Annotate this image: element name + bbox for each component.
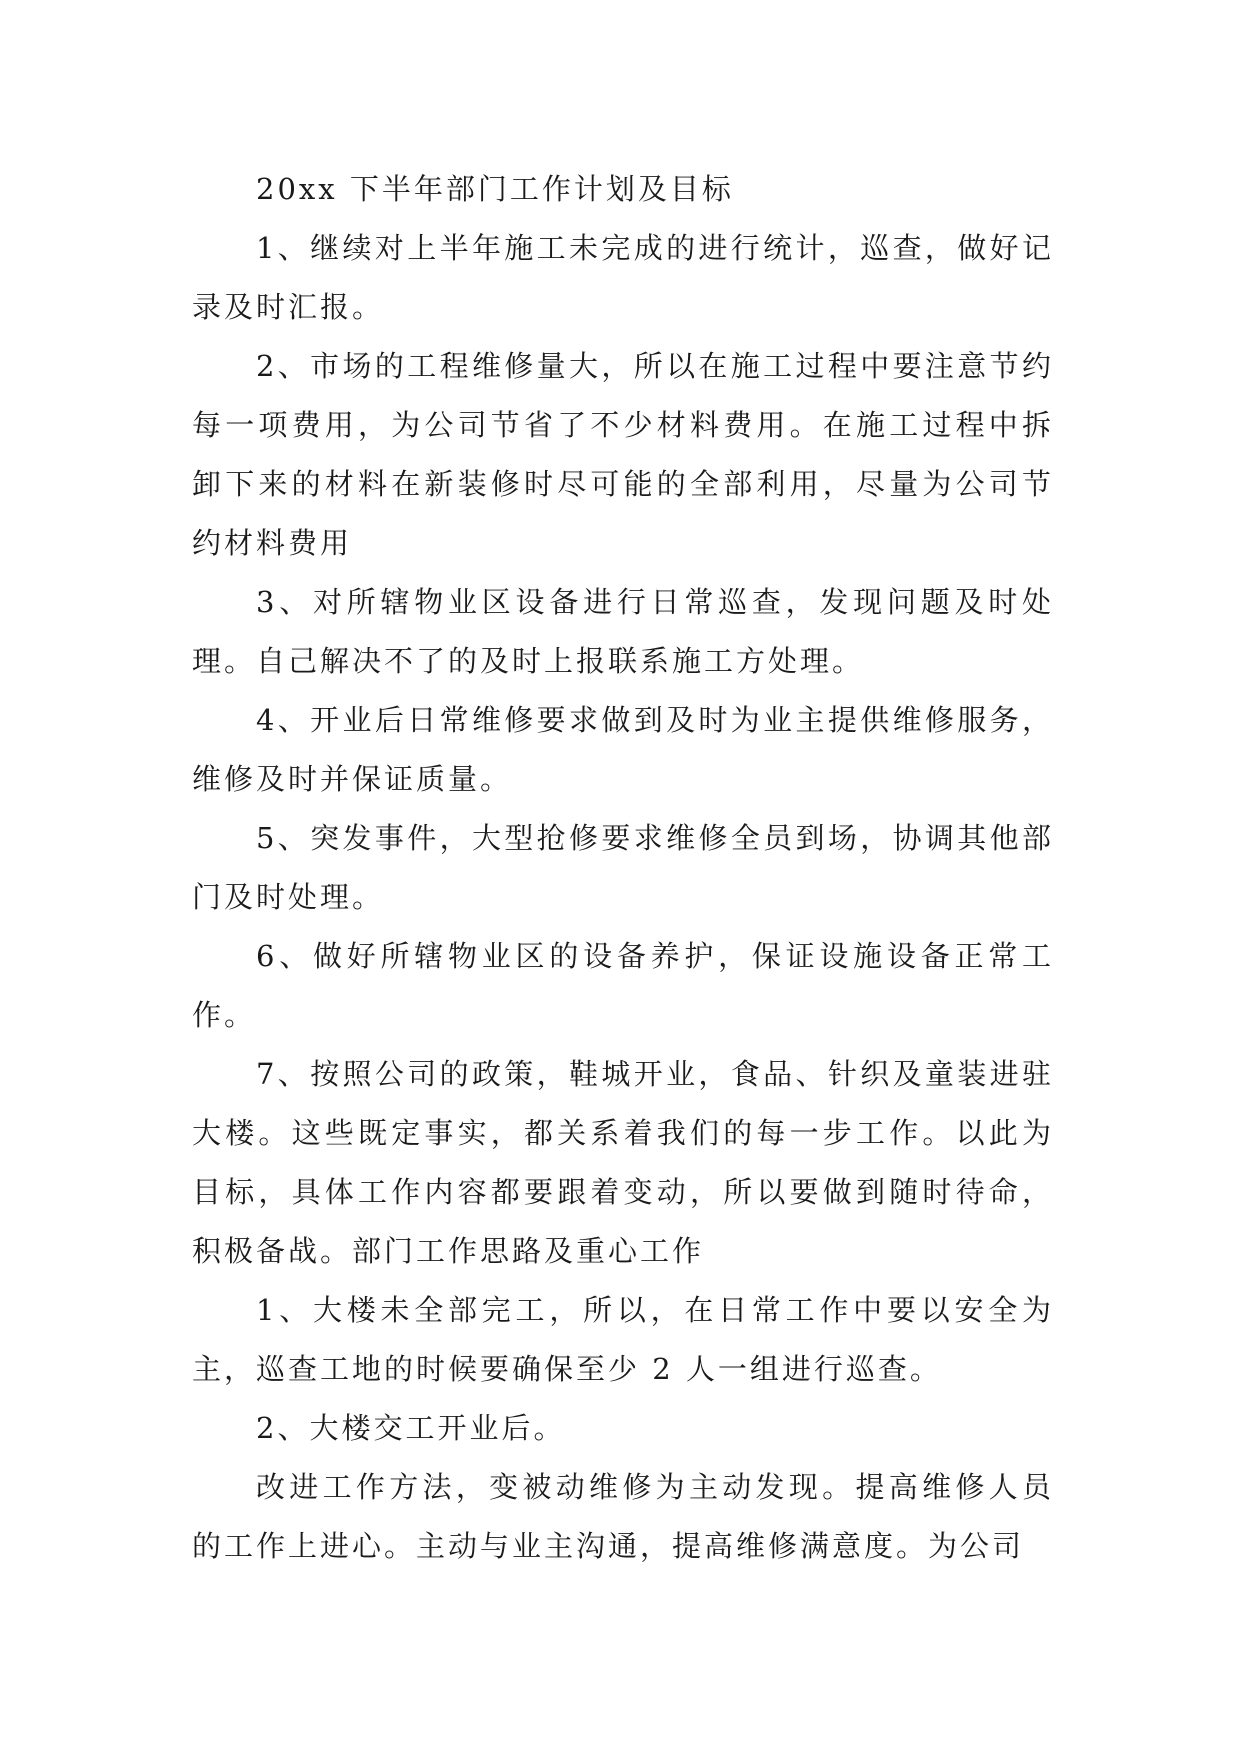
paragraph-plan-item-3: 3、对所辖物业区设备进行日常巡查，发现问题及时处理。自己解决不了的及时上报联系施工方处理。	[192, 585, 1054, 678]
paragraph-plan-item-5: 5、突发事件，大型抢修要求维修全员到场，协调其他部门及时处理。	[192, 821, 1054, 914]
document-heading: 20xx 下半年部门工作计划及目标	[256, 172, 734, 206]
paragraph-plan-item-2: 2、市场的工程维修量大，所以在施工过程中要注意节约每一项费用，为公司节省了不少材料费用。在施工过程中拆卸下来的材料在新装修时尽可能的全部利用，尽量为公司节约材料费用	[192, 349, 1054, 560]
paragraph-focus-item-2: 2、大楼交工开业后。	[256, 1411, 566, 1445]
paragraph-method: 改进工作方法，变被动维修为主动发现。提高维修人员的工作上进心。主动与业主沟通，提高维修满意度。为公司	[192, 1470, 1054, 1563]
paragraph-plan-item-7: 7、按照公司的政策，鞋城开业，食品、针织及童装进驻大楼。这些既定事实，都关系着我们的每一步工作。以此为目标，具体工作内容都要跟着变动，所以要做到随时待命，积极备战。部门工作思路及重心工作	[192, 1057, 1054, 1268]
paragraph-focus-item-1: 1、大楼未全部完工，所以，在日常工作中要以安全为主，巡查工地的时候要确保至少 2 人一组进行巡查。	[192, 1293, 1054, 1386]
paragraph-plan-item-1: 1、继续对上半年施工未完成的进行统计，巡查，做好记录及时汇报。	[192, 231, 1054, 324]
document-body	[192, 160, 1054, 1576]
paragraph-plan-item-4: 4、开业后日常维修要求做到及时为业主提供维修服务，维修及时并保证质量。	[192, 703, 1054, 796]
paragraph-plan-item-6: 6、做好所辖物业区的设备养护，保证设施设备正常工作。	[192, 939, 1054, 1032]
